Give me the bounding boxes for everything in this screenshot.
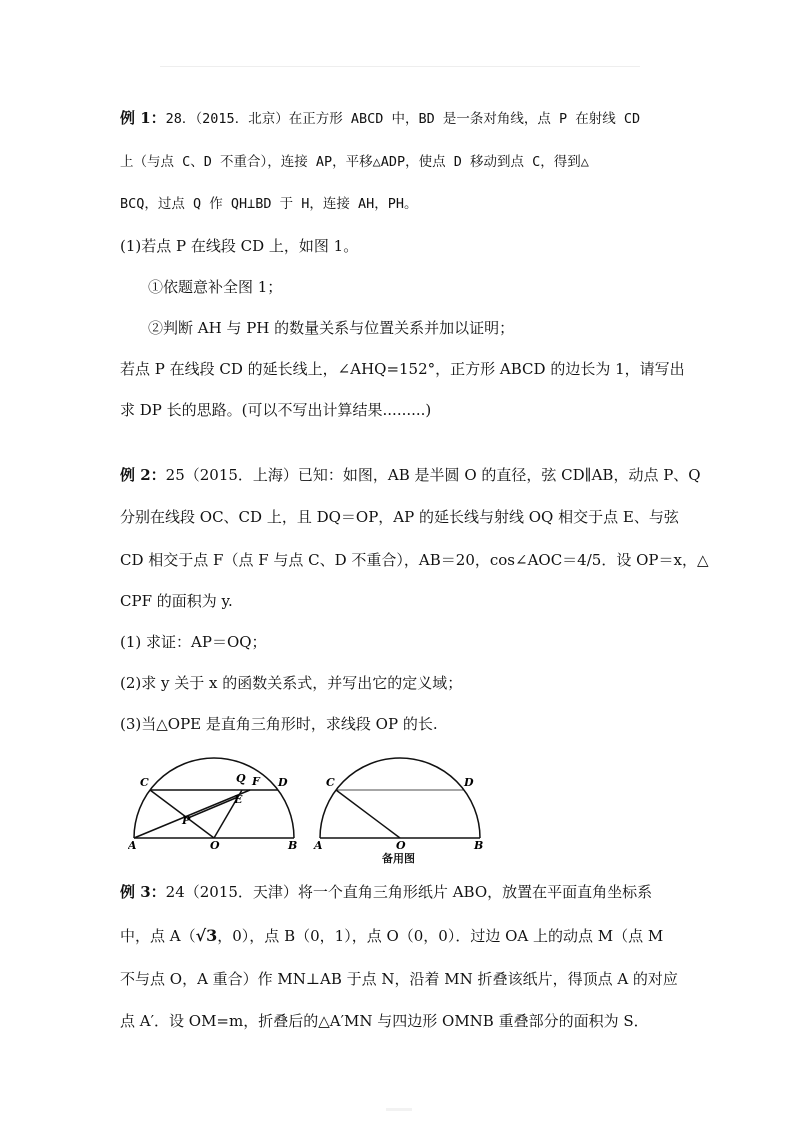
ex2-line-7: (3)当△OPE 是直角三角形时，求线段 OP 的长. [120,715,438,733]
ex3-line-3: 不与点 O，A 重合）作 MN⊥AB 于点 N，沿着 MN 折叠该纸片，得顶点 A 的对应 [120,970,678,988]
ex2-line-2: 分别在线段 OC、CD 上，且 DQ＝OP，AP 的延长线与射线 OQ 相交于点 E、与弦 [120,508,679,526]
header-rule [160,66,640,67]
figure-spare [312,752,487,856]
footer-mark [386,1108,412,1111]
sqrt-three: √3 [195,926,218,945]
ex1-line-6: ②判断 AH 与 PH 的数量关系与位置关系并加以证明； [148,319,515,337]
label-f: F [252,775,260,788]
label-p: P [182,814,191,827]
label-o: O [210,839,220,852]
ex3-line-2 [120,926,663,946]
ex3-text-2b: ，0），点 B（0，1），点 O（0，0）．过边 OA 上的动点 M（点 M [217,927,664,945]
ex1-line-1 [120,108,640,129]
ex2-label: 例 2： [120,466,166,484]
ex1-line-7: 若点 P 在线段 CD 的延长线上，∠AHQ=152°，正方形 ABCD 的边长为 1，请写出 [120,360,685,378]
ex2-line-5: (1) 求证：AP＝OQ； [120,633,267,651]
label-c: C [140,776,149,789]
label-e: E [234,793,243,806]
ex2-line-6: (2)求 y 关于 x 的函数关系式，并写出它的定义域； [120,674,463,692]
label-b: B [474,839,484,852]
label-d: D [278,776,288,789]
ex1-line-2: 上（与点 C、D 不重合），连接 AP，平移△ADP，使点 D 移动到点 C，得到△ [120,154,589,170]
label-d: D [464,776,474,789]
label-b: B [288,839,298,852]
ex1-line-3: BCQ，过点 Q 作 QH⊥BD 于 H，连接 AH，PH。 [120,196,418,212]
segment-co [336,790,400,838]
semicircle-figure-1 [128,752,303,852]
label-q: Q [236,772,246,785]
figure-caption: 备用图 [382,852,415,865]
ex1-text-1: 28．（2015．北京）在正方形 ABCD 中，BD 是一条对角线，点 P 在射线 CD [165,111,641,127]
ex3-label: 例 3： [120,883,166,901]
ex1-line-8: 求 DP 长的思路。(可以不写出计算结果.........) [120,401,432,419]
segment-af [134,790,250,838]
ex1-line-4: (1)若点 P 在线段 CD 上，如图 1。 [120,237,359,255]
ex2-line-4: CPF 的面积为 y. [120,592,233,610]
semicircle-arc [320,758,480,838]
ex1-label: 例 1： [120,109,166,127]
figure-main [128,752,303,856]
label-a: A [128,839,137,852]
ex3-text-2a: 中，点 A（ [120,927,196,945]
ex2-text-1: 25（2015．上海）已知：如图，AB 是半圆 O 的直径，弦 CD∥AB，动点 P、Q [165,466,701,484]
ex1-line-5: ①依题意补全图 1； [148,278,283,296]
ex3-line-1 [120,882,652,902]
label-a: A [314,839,323,852]
ex3-text-1: 24（2015．天津）将一个直角三角形纸片 ABO，放置在平面直角坐标系 [165,883,653,901]
ex3-line-4: 点 A′．设 OM=m，折叠后的△A′MN 与四边形 OMNB 重叠部分的面积为 S． [120,1012,649,1030]
ex2-line-3: CD 相交于点 F（点 F 与点 C、D 不重合），AB＝20，cos∠AOC＝4/5．设 OP＝x，△ [120,551,709,569]
ex2-line-1 [120,465,701,485]
label-o: O [396,839,406,852]
segment-pe [188,797,238,818]
semicircle-arc [134,758,294,838]
semicircle-figure-2 [312,752,487,852]
label-c: C [326,776,335,789]
